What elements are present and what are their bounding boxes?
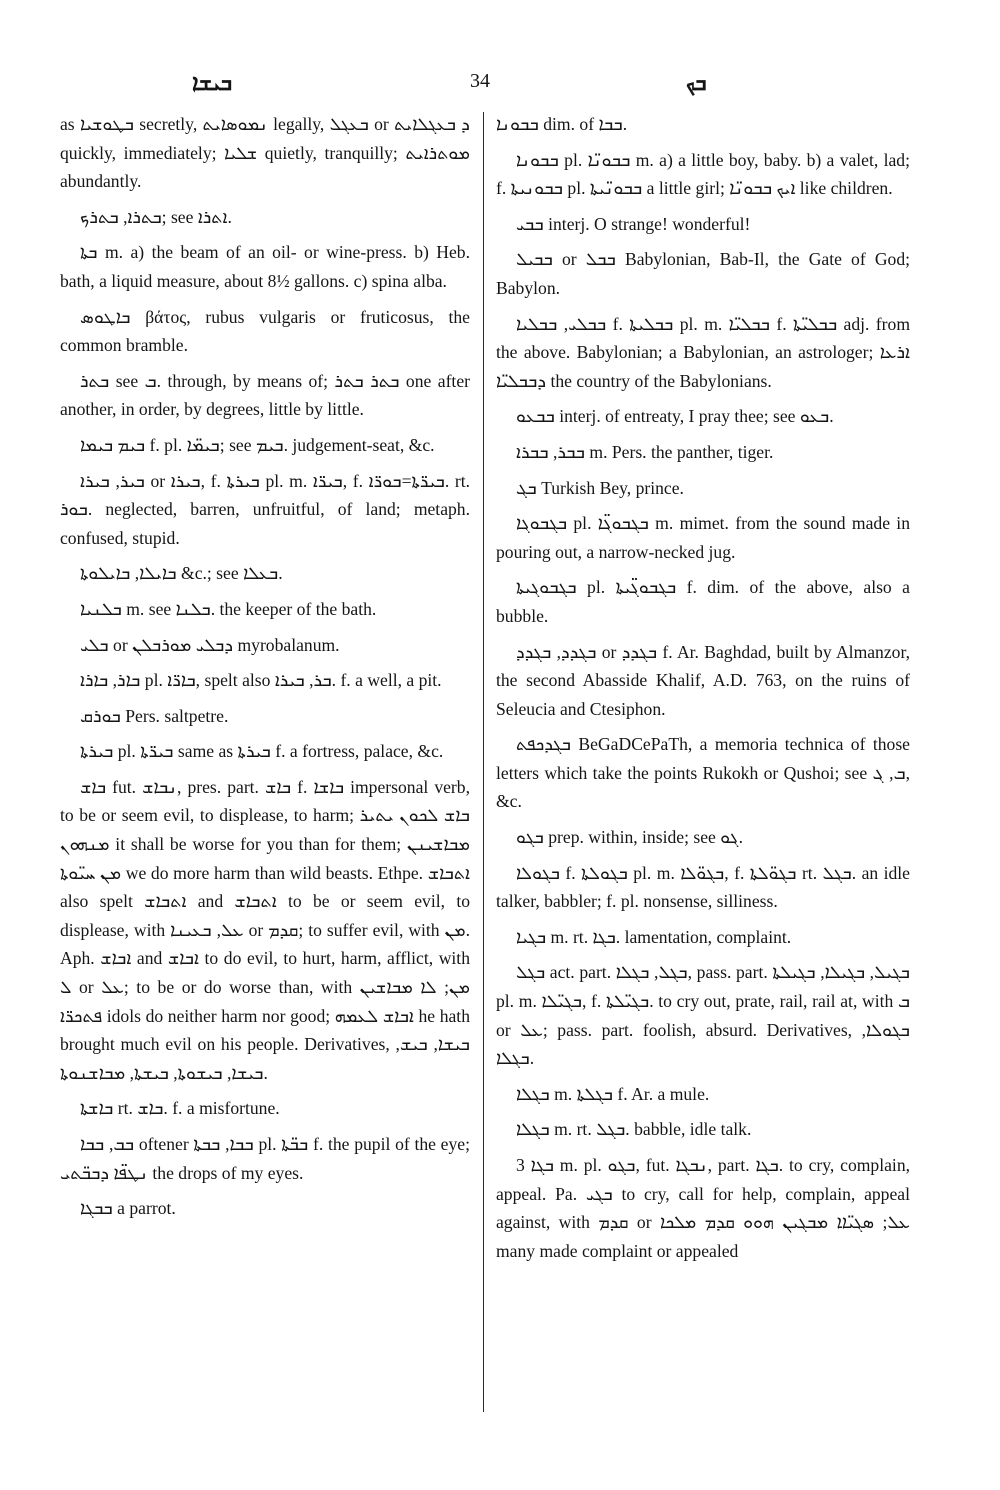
dictionary-entry: ܒܒܠܝ, ܒܒܠܝܐ f. ܒܒܠܝܬܐ pl. m. ܒܒܠܝ̈ܐ f. ܒܒܠܝ̈ܬܐ adj. from the above. Babylonian; a Babylonian, an astrologer; ܐܪܥܐ ܕܒܒܠܝ̈ܐ the country of the Babylonians. — [496, 313, 910, 391]
dictionary-entry: ܒܓܝܐ m. rt. ܒܓܐ. lamentation, complaint. — [516, 926, 792, 947]
dictionary-entry: ܒܒܘܢܐ dim. of ܒܒܐ. — [496, 114, 628, 134]
dictionary-entry: ܒܓܐ 3 m. pl. ܒܓܘ, fut. ܢܒܓܐ, part. ܒܓܐ. to cry, complain, appeal. Pa. ܒܓܝ to cry, call for help, complain, appeal against, with ܩܕܡ or ܥܠ; ܣܓܝ̈ܐܐ ܡܒܓܝܢ ܗܘܘ ܩܕܡ ܡܠܟܐ many made complaint or appealed — [496, 1155, 911, 1261]
dictionary-entry: ܒܐܪ, ܒܐܪܐ pl. ܒܐܪ̈ܐ, spelt also ܒܪ, ܒܝܪܐ. f. a well, a pit. — [80, 670, 442, 691]
left-column — [60, 110, 470, 1230]
dictionary-entry: ܒܐܝܠܐ, ܒܐܝܠܘܬܐ &c.; see ܒܥܠܐ. — [80, 563, 283, 584]
dictionary-entry: ܒܓܘ prep. within, inside; see ܓܘ. — [516, 827, 743, 848]
dictionary-entry: ܒܓ Turkish Bey, prince. — [516, 477, 684, 498]
dictionary-entry: ܒܐܫ fut. ܢܒܐܫ, pres. part. ܒܐܫ f. ܒܐܫܐ impersonal verb, to be or seem evil, to displease, to harm; ܒܐܫ ܠܟܘܢ ܝܬܝܪ ܡܢܗܘܢ it shall be worse for you than for them; ܡܒܐܫܝܢܢ ܡܢ ܚܝ̈ܘܬܐ we do more harm than wild beasts. Ethpe. ܐܬܒܐܫ also spelt ܐܬܒܐܫ and ܐܬܒܐܫ to be or seem evil, to displease, with ܥܠ, ܒܥܝܢܐ or ܩܕܡ; to suffer evil, with ܡܢ. Aph. ܐܒܐܫ and ܐܒܐܫ to do evil, to hurt, harm, afflict, with ܠ or ܥܠ; to be or do worse than, with ܡܢ; ܠܐ ܡܒܐܫܝܢ ܦܬܟܪ̈ܐ idols do neither harm nor good; ܐܒܐܫ ܠܥܡܗ he hath brought much evil on his people. Derivatives, ܒܝܫܐ, ܒܝܫ, ܒܝܫܐ, ܒܝܫܘܬܐ, ܒܝܫܬܐ, ܡܒܐܫܢܘܬܐ. — [60, 776, 471, 1083]
dictionary-entry: ܒܝܪ, ܒܝܪܐ or ܒܝܪܐ, f. ܒܝܪܬܐ pl. m. ܒܝܪ̈ܐ, f. ܒܝܪ̈ܬܐ=ܒܘܪ̈ܐ. rt. ܒܘܪ. neglected, barren, unfruitful, of land; metaph. confused, stupid. — [60, 470, 471, 548]
dictionary-entry: ܒܠܢܝܐ m. see ܒܠܢܐ. the keeper of the bath. — [80, 598, 377, 619]
running-header — [0, 70, 1000, 104]
dictionary-entry: ܒܓܕܟܦܬ BeGaDCePaTh, a memoria technica of those letters which take the points Rukokh or Qushoi; see ܒ, ܓ, &c. — [496, 734, 910, 812]
dictionary-entry: ܒܓܠܐ m. ܒܓܠܬܐ f. Ar. a mule. — [516, 1083, 710, 1104]
dictionary-entry: ܒܓܒܘܓܝܬܐ pl. ܒܓܒܘܓ̈ܝܬܐ f. dim. of the above, also a bubble. — [496, 577, 910, 626]
dictionary-entry: ܒܬܪܐ, ܒܬܪܟ; see ܐܬܪܐ. — [80, 206, 232, 227]
dictionary-entry: ܒܝܡ ܒܝܡܐ f. pl. ܒܝܡ̈ܐ; see ܒܝܡ. judgement-seat, &c. — [80, 434, 435, 455]
dictionary-entry: ܒܬܪ see ܒ. through, by means of; ܒܬܪ ܒܬܪ one after another, in order, by degrees, little by little. — [60, 370, 470, 420]
dictionary-entry: ܒܒ, ܒܒܐ oftener ܒܒܐ, ܒܒܬܐ pl. ܒܒ̈ܬܐ f. the pupil of the eye; ܢܛܦ̈ܐ ܕܒܒ̈ܬܝ the drops of my eyes. — [60, 1134, 470, 1183]
dictionary-entry: ܒܬܐ m. a) the beam of an oil- or wine-press. b) Heb. bath, a liquid measure, about 8½ gallons. c) spina alba. — [60, 242, 470, 291]
dictionary-entry: ܒܝܪܬܐ pl. ܒܝܪ̈ܬܐ same as ܒܝܪܬܐ f. a fortress, palace, &c. — [80, 741, 444, 762]
dictionary-entry: ܒܓܕܕ, ܒܓܕܕ or ܒܓܕܕ f. Ar. Baghdad, built by Almanzor, the second Abasside Khalif, A.D. 763, on the ruins of Seleucia and Ctesiphon. — [496, 641, 911, 719]
dictionary-entry: ܒܠܝ or ܕܒܠܝ ܡܘܪܒܠܢ myrobalanum. — [80, 634, 340, 655]
dictionary-entry: ܒܓܘܠܐ f. ܒܓܘܠܬܐ pl. m. ܒܓܘ̈ܠܐ, f. ܒܓܘ̈ܠܬܐ rt. ܒܓܠ. an idle talker, babbler; f. pl. nonsense, silliness. — [496, 862, 910, 912]
column-divider — [483, 112, 484, 1412]
dictionary-entry: ܒܓܒܘܓܐ pl. ܒܓܒܘܓ̈ܐ m. mimet. from the sound made in pouring out, a narrow-necked jug. — [496, 513, 910, 562]
dictionary-entry: ܒܒܝ interj. O strange! wonderful! — [516, 213, 751, 234]
header-left-word: ܒܝܫܐ — [192, 70, 233, 95]
dictionary-entry: ܒܒܘܢܐ pl. ܒܒܘܢ̈ܐ m. a) a little boy, baby. b) a valet, lad; f. ܒܒܘܢܝܬܐ pl. ܒܒܘܢ̈ܝܬܐ a little girl; ܐܝܟ ܒܒܘܢ̈ܐ like children. — [496, 149, 910, 199]
dictionary-entry: ܒܐܫܬܐ rt. ܒܐܫ. f. a misfortune. — [80, 1098, 280, 1119]
dictionary-entry: ܒܒܥܘ interj. of entreaty, I pray thee; see ܒܥܘ. — [516, 406, 834, 427]
dictionary-entry: ܒܓܠܐ m. rt. ܒܓܠ. babble, idle talk. — [516, 1119, 752, 1140]
dictionary-entry: ܒܐܛܘܣ βάτος, rubus vulgaris or fruticosus, the common bramble. — [60, 306, 470, 356]
right-column — [496, 110, 910, 1272]
dictionary-entry: ܒܒܪ, ܒܒܪܐ m. Pers. the panther, tiger. — [516, 441, 774, 462]
dictionary-entry: ܒܓܠ act. part. ܒܓܠ, ܒܓܠܐ, pass. part. ܒܓܝܠ, ܒܓܝܠܐ, ܒܓܝܠܬܐ pl. m. ܒܓܝ̈ܠܐ, f. ܒܓܝ̈ܠܬܐ. to cry out, prate, rail, rail at, with ܒ or ܥܠ; pass. part. foolish, absurd. Derivatives, ܒܓܘܠܐ, ܒܓܠܐ. — [496, 962, 910, 1069]
dictionary-entry: ܒܒܓܐ a parrot. — [80, 1198, 176, 1219]
dictionary-entry: ܒܒܝܠ or ܒܒܠ Babylonian, Bab-Il, the Gate of God; Babylon. — [496, 249, 911, 298]
dictionary-entry: ܒܘܪܩ Pers. saltpetre. — [80, 705, 229, 726]
page-number: 34 — [470, 70, 490, 92]
dictionary-entry: as ܒܛܘܫܝܐ secretly, ܢܡܘܣܐܝܬ legally, ܒܥܓܠ or ܕ ܒܥܓܠܐܝܬ quickly, immediately; ܫܠܝܐ quietly, tranquilly; ܡܘܬܪܐܝܬ abundantly. — [60, 114, 471, 192]
header-right-word: ܒܟ — [686, 70, 707, 95]
